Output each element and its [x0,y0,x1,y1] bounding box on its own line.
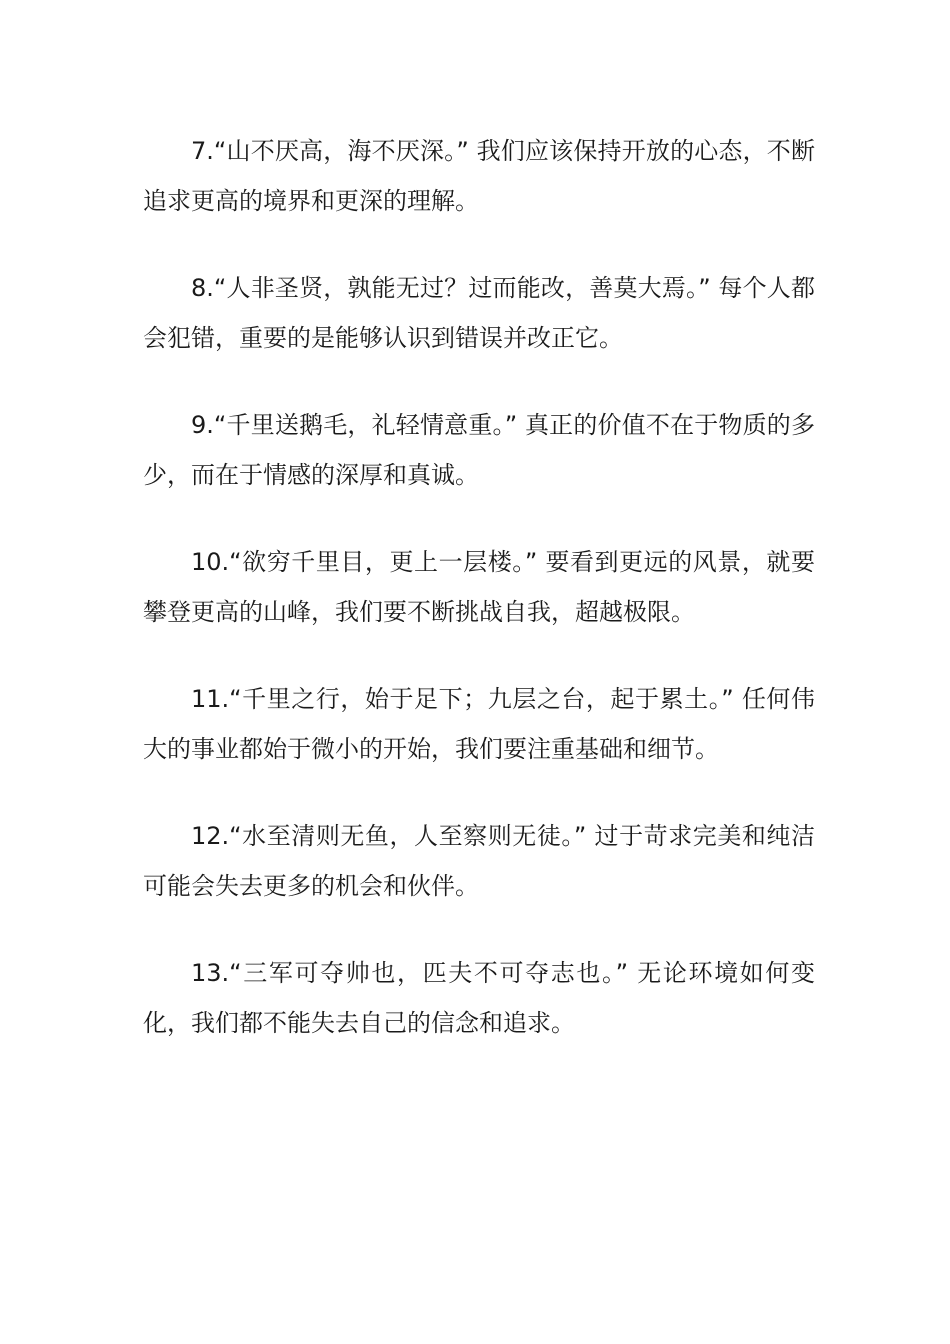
paragraph-9: 9.“千里送鹅毛，礼轻情意重。” 真正的价值不在于物质的多少，而在于情感的深厚和真诚。 [143,411,815,489]
paragraph-10: 10.“欲穷千里目，更上一层楼。” 要看到更远的风景，就要攀登更高的山峰，我们要不断挑战自我，超越极限。 [143,548,815,626]
paragraph-12: 12.“水至清则无鱼，人至察则无徒。” 过于苛求完美和纯洁可能会失去更多的机会和伙伴。 [143,822,815,900]
document-body [143,126,815,1085]
paragraph-11: 11.“千里之行，始于足下；九层之台，起于累土。” 任何伟大的事业都始于微小的开始，我们要注重基础和细节。 [143,685,815,763]
paragraph-7: 7.“山不厌高，海不厌深。” 我们应该保持开放的心态，不断追求更高的境界和更深的理解。 [143,137,815,215]
paragraph-8: 8.“人非圣贤，孰能无过？过而能改，善莫大焉。” 每个人都会犯错，重要的是能够认识到错误并改正它。 [143,274,815,352]
paragraph-13: 13.“三军可夺帅也，匹夫不可夺志也。” 无论环境如何变化，我们都不能失去自己的信念和追求。 [143,959,815,1037]
